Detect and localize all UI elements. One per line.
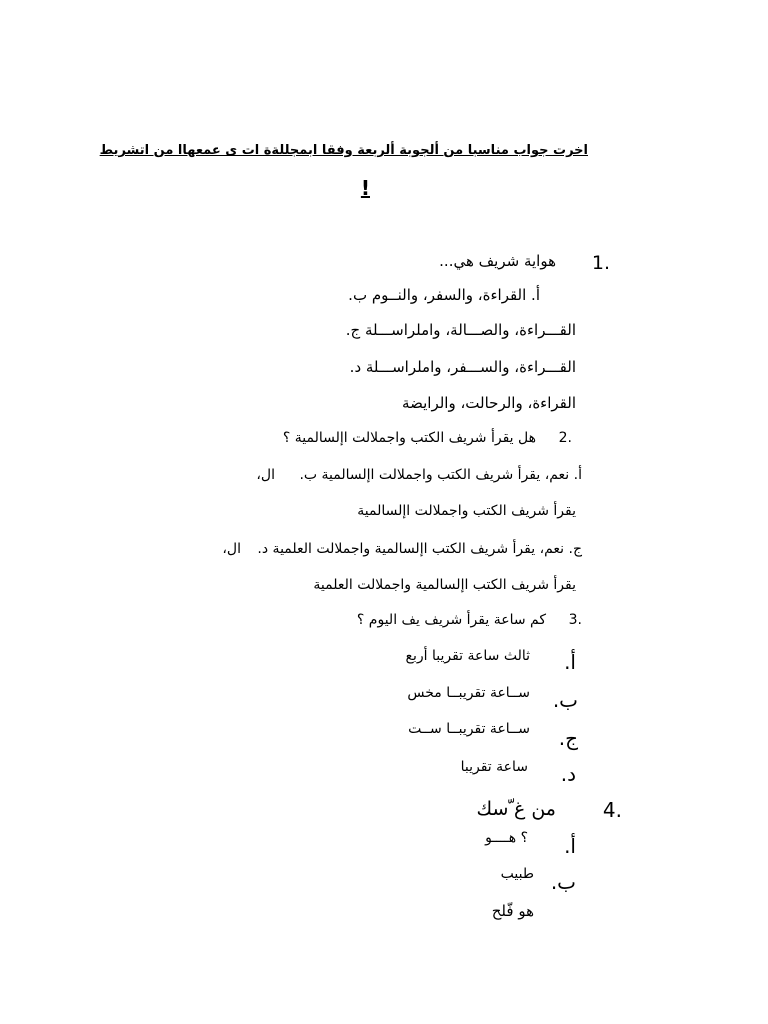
q4-number: .4 (602, 798, 622, 822)
q1-number: .1 (591, 252, 610, 274)
q1-option-line-4: القراءة، والرحالت، والرايضة (402, 394, 576, 412)
q4-question: من غ ّسك (476, 798, 556, 820)
q3-option-a-label: أ. (564, 650, 576, 674)
q3-option-c-text: ســاعة تقريبــا ســت (408, 721, 530, 737)
q3-number: .3 (568, 612, 582, 628)
q2-number: .2 (558, 430, 572, 446)
q2-line-3-no: ال، (222, 541, 241, 557)
q4-option-b-label: ب. (550, 870, 576, 894)
q4-trailing-line: هو فّلح (491, 902, 534, 920)
q4-option-a-text: ؟ هــــو (485, 830, 528, 846)
q2-line-1: أ. نعم، يقرأ شريف الكتب واجملالت اإلسالمية ب. (299, 467, 582, 483)
q3-option-a-text: ثالث ساعة تقريبا أربع (405, 648, 530, 664)
q3-option-b-label: ب. (552, 688, 578, 712)
instruction-title: اخرت جواب مناسبا من ألجوبة ألربعة وفقا ابمجللةة ات ى عمعهاا من اتشريط (99, 143, 588, 158)
q4-option-a-label: أ. (564, 834, 576, 858)
q3-option-d-label: د. (560, 762, 576, 786)
q1-option-line-3: القـــراءة، والســـفر، واملراســـلة د. (349, 358, 576, 376)
q2-line-1-no: ال، (256, 467, 275, 483)
q3-option-c-label: ج. (558, 726, 578, 750)
q1-option-line-2: القـــراءة، والصـــالة، واملراســـلة ج. (345, 321, 576, 339)
q2-line-4: يقرأ شريف الكتب اإلسالمية واجملالت العلمية (313, 577, 576, 593)
q2-question: هل يقرأ شريف الكتب واجملالت اإلسالمية ؟ (282, 430, 536, 446)
q3-option-b-text: ســاعة تقريبــا مخس (407, 685, 530, 701)
q3-question: كم ساعة يقرأ شريف يف اليوم ؟ (356, 612, 546, 628)
q2-line-3: ج. نعم، يقرأ شريف الكتب اإلسالمية واجملالت العلمية د. (257, 541, 582, 557)
q2-line-2: يقرأ شريف الكتب واجملالت اإلسالمية (357, 503, 576, 519)
q1-question: هواية شريف هي... (439, 252, 556, 270)
q3-option-d-text: ساعة تقريبا (460, 759, 528, 775)
instruction-mark: ! (360, 176, 370, 200)
q1-option-line-1: أ. القراءة، والسفر، والنــوم ب. (348, 286, 540, 304)
q4-option-b-text: طبيب (500, 866, 534, 882)
